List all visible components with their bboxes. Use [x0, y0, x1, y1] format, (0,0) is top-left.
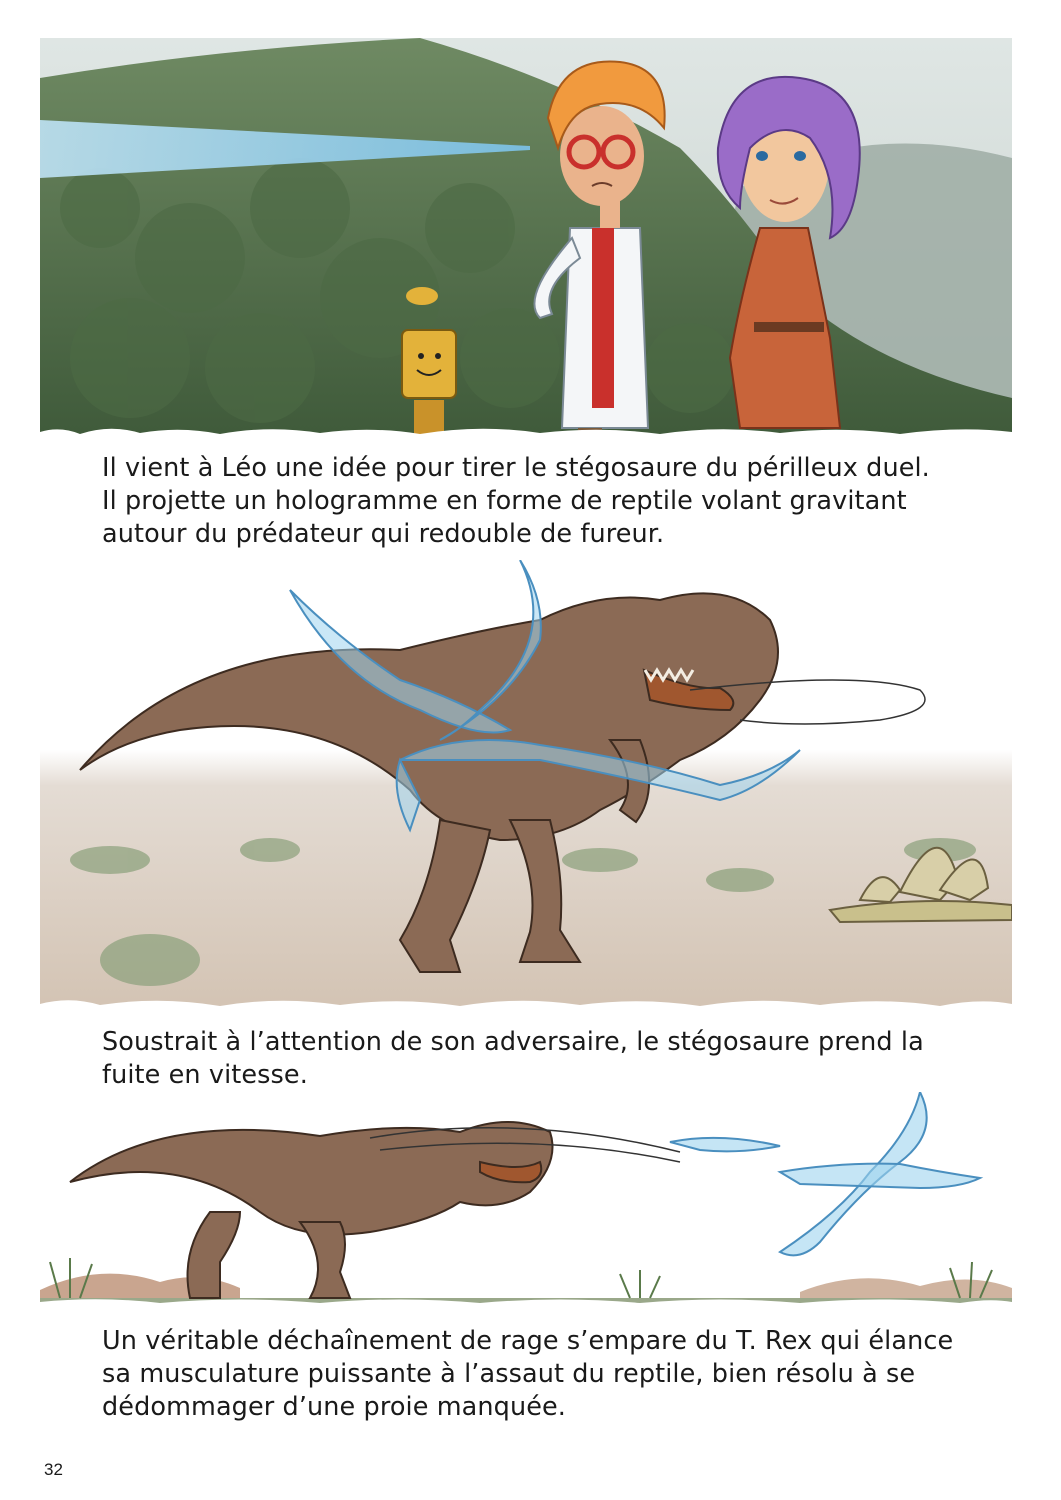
caption-line: Soustrait à l’attention de son adversaire, le stégosaure prend la: [102, 1027, 924, 1057]
caption-line: Il projette un hologramme en forme de reptile volant gravitant: [102, 486, 907, 516]
caption-line: Il vient à Léo une idée pour tirer le stégosaure du périlleux duel.: [102, 453, 930, 483]
caption-line: Un véritable déchaînement de rage s’empare du T. Rex qui élance: [102, 1326, 954, 1356]
page-number: 32: [44, 1460, 63, 1479]
caption-line: sa musculature puissante à l’assaut du reptile, bien résolu à se: [102, 1359, 916, 1389]
caption-line: autour du prédateur qui redouble de fureur.: [102, 519, 665, 549]
illustration-trex-hologram: [40, 560, 1012, 1012]
caption-text: [102, 1325, 1002, 1424]
caption-line: dédommager d’une proie manquée.: [102, 1392, 566, 1422]
caption-text: [102, 1026, 1002, 1092]
illustration-trex-chase: [40, 1092, 1012, 1306]
illustration-heroes-hologram: [40, 38, 1012, 440]
caption-text: [102, 452, 1002, 551]
torn-edge: [40, 1000, 1012, 1012]
caption-line: fuite en vitesse.: [102, 1060, 308, 1090]
